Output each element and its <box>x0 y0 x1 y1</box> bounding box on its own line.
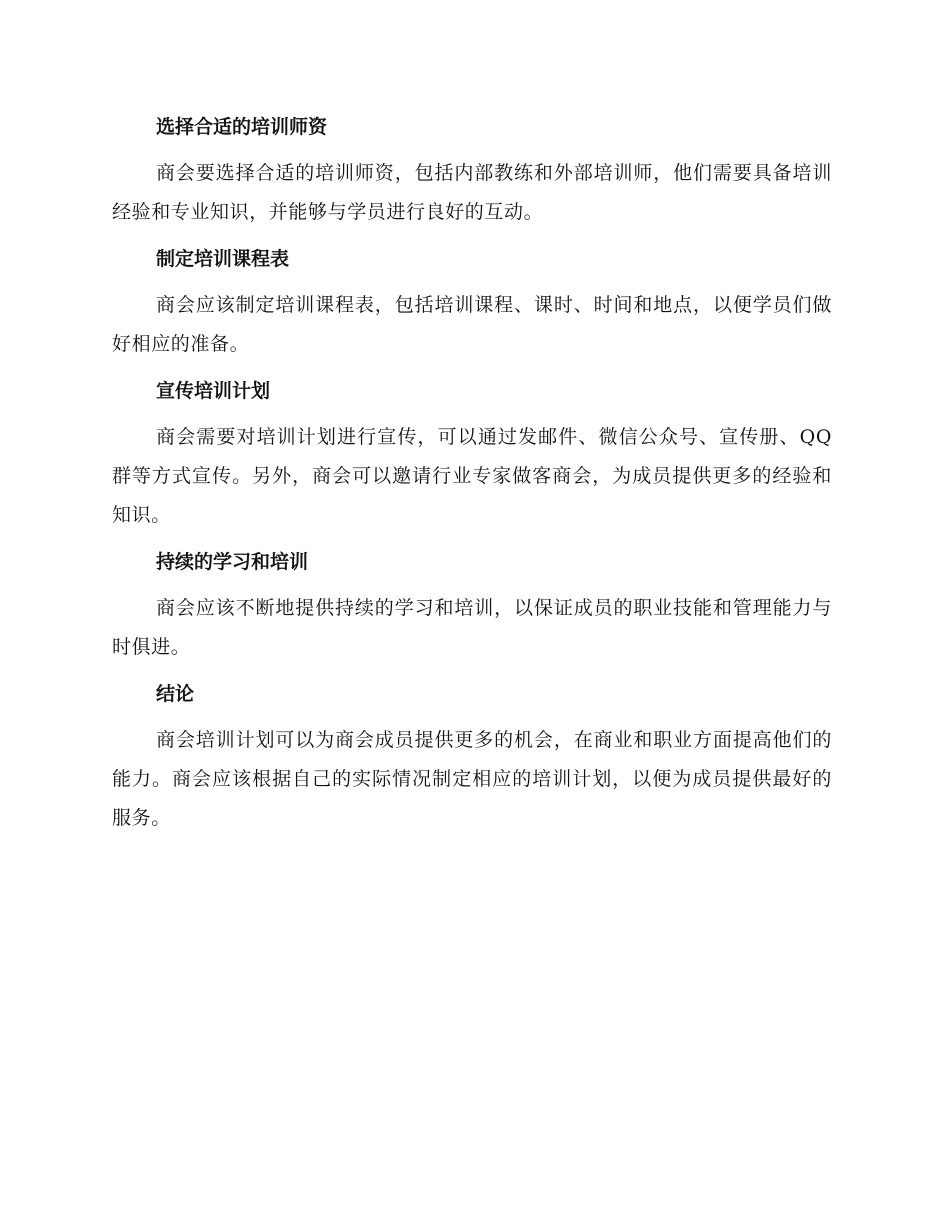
section-conclusion <box>112 677 832 838</box>
section-heading: 制定培训课程表 <box>156 248 290 270</box>
section-continuous-learning <box>112 545 832 667</box>
section-heading: 选择合适的培训师资 <box>156 116 328 138</box>
section-promotion <box>112 374 832 535</box>
section-heading: 持续的学习和培训 <box>156 551 309 573</box>
section-heading: 宣传培训计划 <box>156 380 271 402</box>
section-paragraph: 商会应该不断地提供持续的学习和培训，以保证成员的职业技能和管理能力与时俱进。 <box>112 597 832 658</box>
section-schedule <box>112 242 832 364</box>
section-paragraph: 商会需要对培训计划进行宣传，可以通过发邮件、微信公众号、宣传册、QQ群等方式宣传。另外，商会可以邀请行业专家做客商会，为成员提供更多的经验和知识。 <box>112 426 832 526</box>
section-paragraph: 商会应该制定培训课程表，包括培训课程、课时、时间和地点，以便学员们做好相应的准备。 <box>112 294 832 355</box>
section-heading: 结论 <box>156 683 195 705</box>
section-paragraph: 商会培训计划可以为商会成员提供更多的机会，在商业和职业方面提高他们的能力。商会应该根据自己的实际情况制定相应的培训计划，以便为成员提供最好的服务。 <box>112 729 832 829</box>
section-paragraph: 商会要选择合适的培训师资，包括内部教练和外部培训师，他们需要具备培训经验和专业知识，并能够与学员进行良好的互动。 <box>112 162 832 223</box>
section-trainers <box>112 110 832 232</box>
